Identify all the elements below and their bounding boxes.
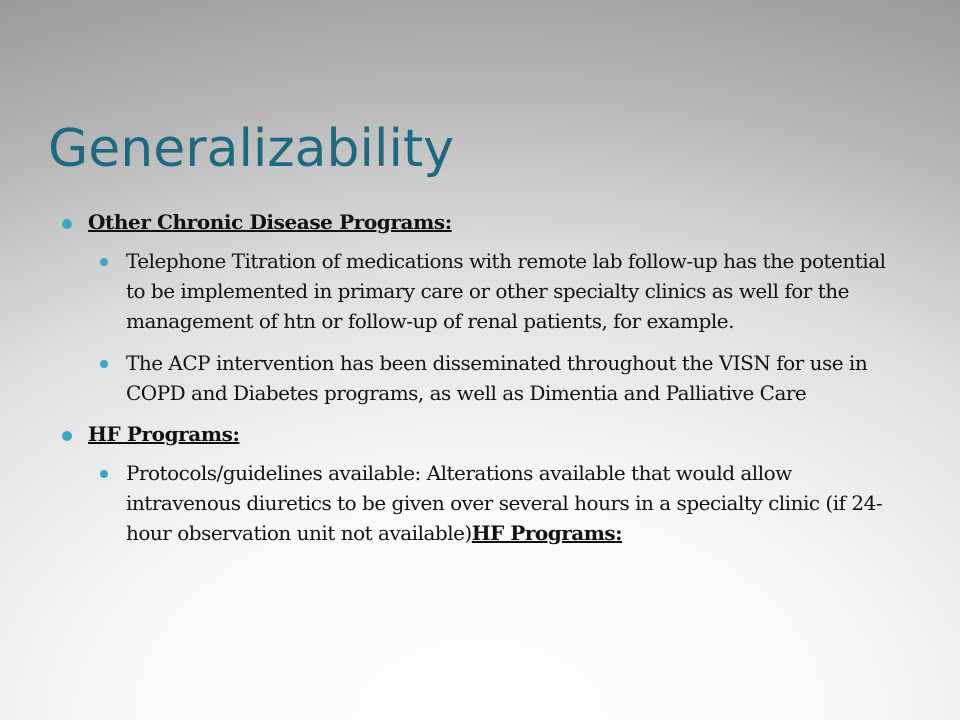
list-item [100, 458, 892, 548]
bullet-icon [100, 470, 108, 478]
bullet-icon [62, 431, 72, 441]
section-heading-text: HF Programs: [88, 422, 240, 446]
bullet-icon [100, 360, 108, 368]
list-item-text: Telephone Titration of medications with remote lab follow-up has the potential to be implemented in primary care or other specialty clinics as well for the management of htn or follow-up of renal patients, for example. [126, 249, 886, 333]
bullet-icon [100, 258, 108, 266]
list-item [100, 246, 892, 336]
list-item-text: Protocols/guidelines available: Alterations available that would allow intravenous diuretics to be given over several hours in a specialty clinic (if 24-hour observation unit not available) [126, 461, 883, 545]
list-item [100, 348, 892, 408]
section-heading-hf [62, 420, 892, 449]
list-item-text: The ACP intervention has been disseminated throughout the VISN for use in COPD and Diabetes programs, as well as Dimentia and Palliative Care [126, 351, 868, 405]
section-heading-other-chronic [62, 208, 892, 237]
inline-heading-text: HF Programs: [471, 521, 622, 545]
section-items-hf [62, 458, 892, 548]
slide-content [62, 208, 892, 560]
bullet-icon [62, 219, 72, 229]
section-heading-text: Other Chronic Disease Programs: [88, 210, 452, 234]
section-items-other-chronic [62, 246, 892, 408]
slide-title: Generalizability [48, 119, 455, 179]
